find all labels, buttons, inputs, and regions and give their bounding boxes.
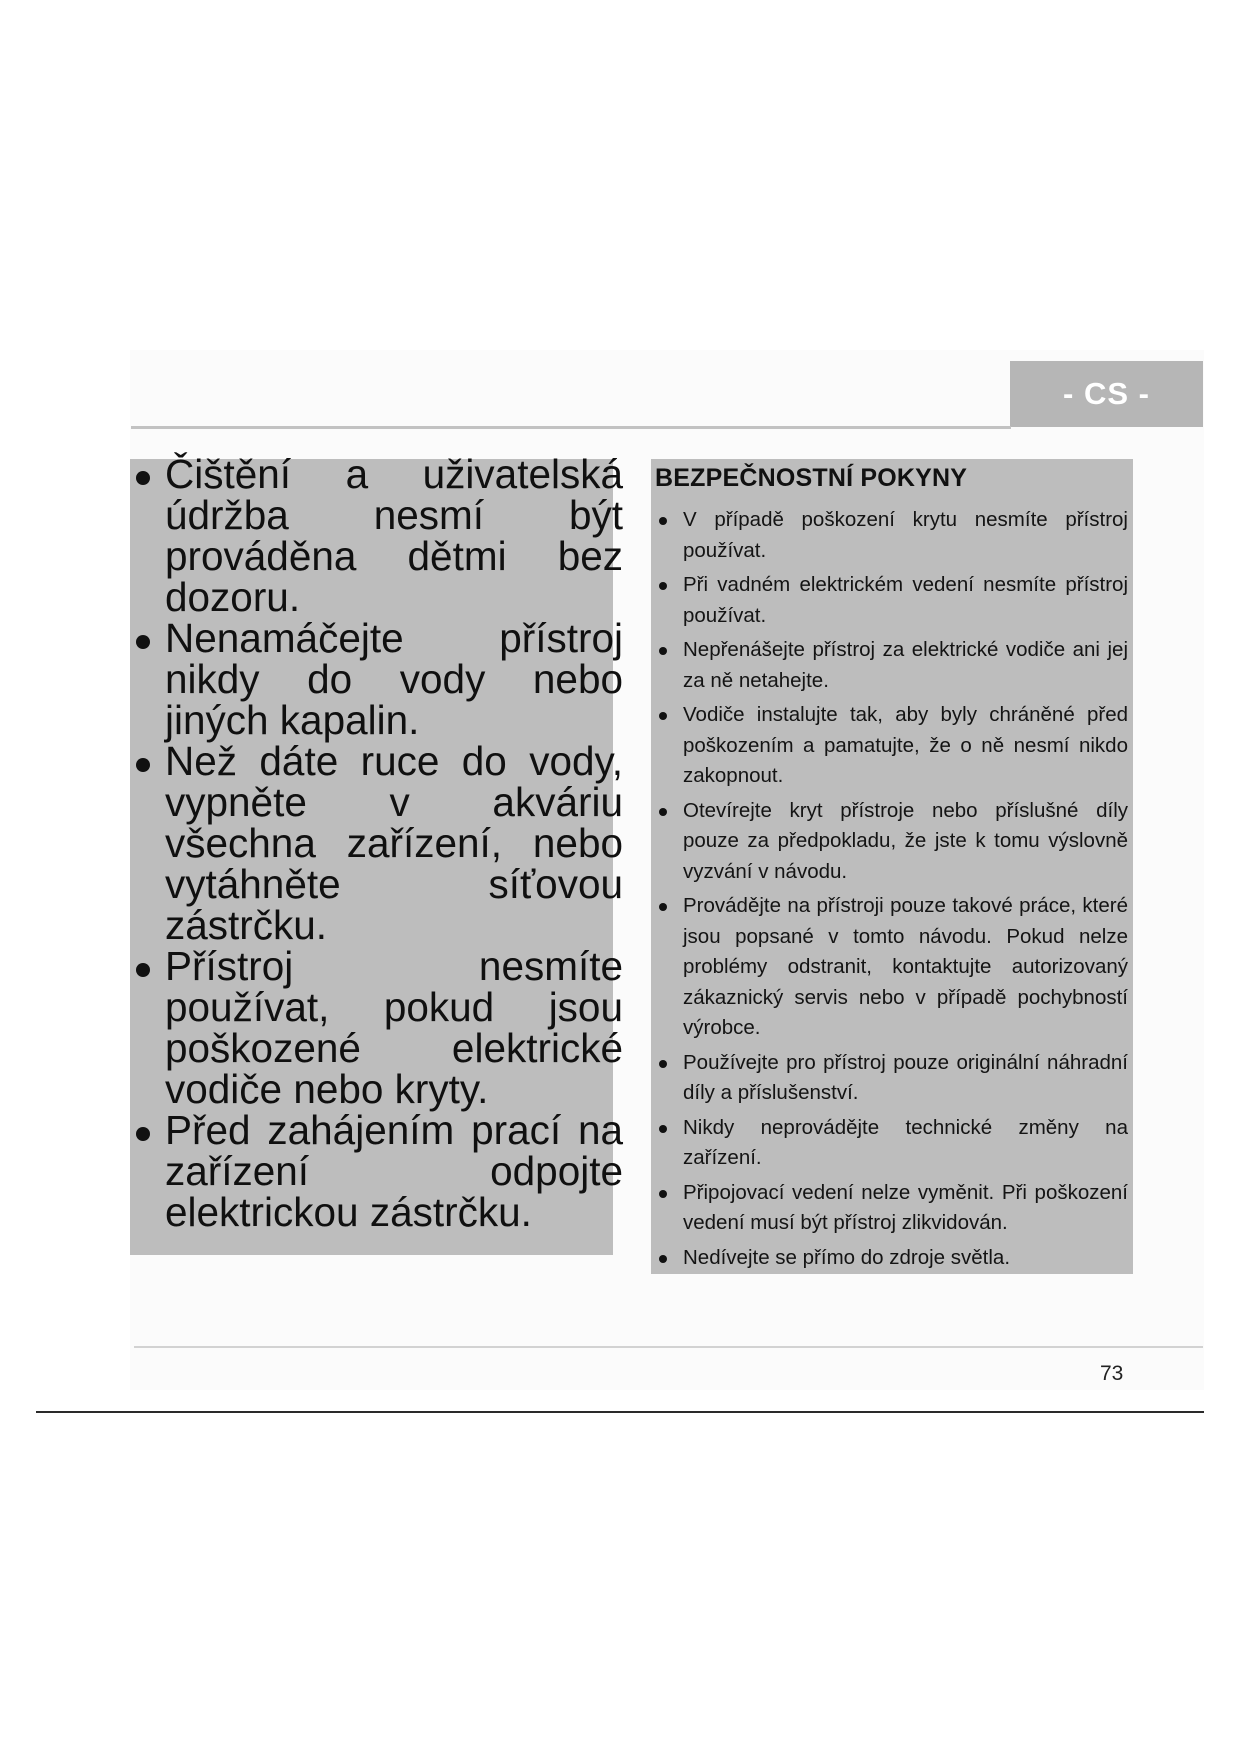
page-number: 73 xyxy=(1100,1362,1124,1385)
left-list-item: Nenamáčejte přístroj nikdy do vody nebo jiných kapalin. xyxy=(133,618,623,741)
left-column-list xyxy=(133,451,623,1235)
header-rule xyxy=(131,426,1011,429)
safety-list-item: Nedívejte se přímo do zdroje světla. xyxy=(655,1243,1128,1274)
safety-instructions-heading: BEZPEČNOSTNÍ POKYNY xyxy=(655,464,968,492)
safety-list-item: Otevírejte kryt přístroje nebo příslušné díly pouze za předpokladu, že jste k tomu výslovně vyzvání v návodu. xyxy=(655,796,1128,888)
page-bottom-rule xyxy=(36,1411,1204,1413)
language-tag-label: - CS - xyxy=(1063,376,1150,411)
safety-list-item: Vodiče instalujte tak, aby byly chráněné před poškozením a pamatujte, že o ně nesmí nikdo zakopnout. xyxy=(655,700,1128,792)
left-list-item: Než dáte ruce do vody, vypněte v akváriu všechna zařízení, nebo vytáhněte síťovou zástrčku. xyxy=(133,741,623,946)
safety-list-item: Připojovací vedení nelze vyměnit. Při poškození vedení musí být přístroj zlikvidován. xyxy=(655,1178,1128,1239)
safety-list-item: Provádějte na přístroji pouze takové práce, které jsou popsané v tomto návodu. Pokud nelze problémy odstranit, kontaktujte autorizovaný zákaznický servis nebo v případě pochybností výrobce. xyxy=(655,891,1128,1044)
left-list-item: Před zahájením prací na zařízení odpojte elektrickou zástrčku. xyxy=(133,1110,623,1233)
safety-list-item: Při vadném elektrickém vedení nesmíte přístroj používat. xyxy=(655,570,1128,631)
safety-list-item: Nikdy neprovádějte technické změny na zařízení. xyxy=(655,1113,1128,1174)
footer-rule xyxy=(134,1346,1203,1348)
language-tab xyxy=(1010,361,1203,427)
safety-list-item: V případě poškození krytu nesmíte přístroj používat. xyxy=(655,505,1128,566)
safety-instructions-list xyxy=(655,505,1128,1277)
safety-list-item: Používejte pro přístroj pouze originální náhradní díly a příslušenství. xyxy=(655,1048,1128,1109)
left-list-item: Přístroj nesmíte používat, pokud jsou poškozené elektrické vodiče nebo kryty. xyxy=(133,946,623,1110)
left-list-item: Čištění a uživatelská údržba nesmí být prováděna dětmi bez dozoru. xyxy=(133,454,623,618)
safety-list-item: Nepřenášejte přístroj za elektrické vodiče ani jej za ně netahejte. xyxy=(655,635,1128,696)
